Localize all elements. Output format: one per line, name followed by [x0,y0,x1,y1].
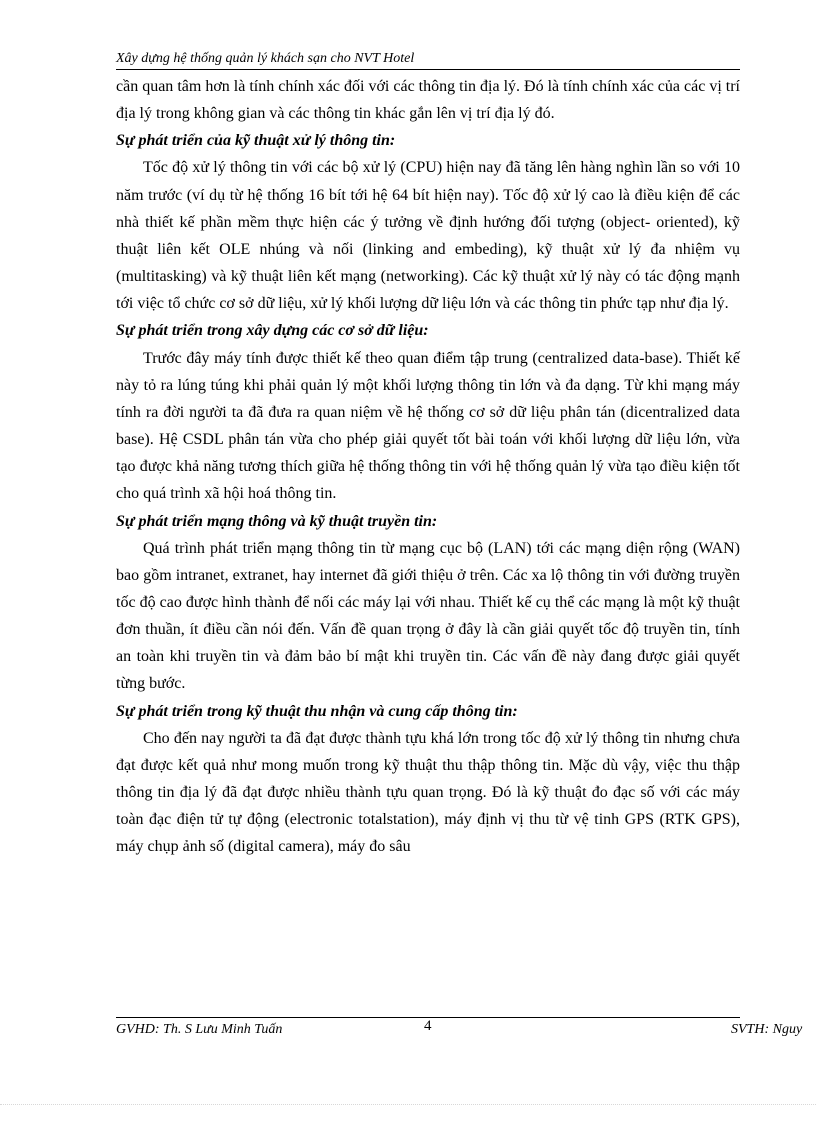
footer-student: SVTH: Nguy [731,1022,803,1037]
footer-supervisor: GVHD: Th. S Lưu Minh Tuấn [116,1022,283,1037]
page-number: 4 [424,1018,432,1034]
document-body [116,73,740,861]
section-heading-acquisition: Sự phát triển trong kỹ thuật thu nhận và cung cấp thông tin: [116,702,518,720]
section-paragraph-processing: Tốc độ xử lý thông tin với các bộ xử lý (CPU) hiện nay đã tăng lên hàng nghìn lần so với 10 năm trước (ví dụ từ hệ thống 16 bít tới hệ 64 bít hiện nay). Tốc độ xử lý cao là điều kiện để các nhà thiết kế phần mềm thực hiện các ý tưởng về định hướng đối tượng (object- oriented), kỹ thuật liên kết OLE nhúng và nối (linking and embeding), kỹ thuật xử lý đa nhiệm vụ (multitasking) và kỹ thuật liên kết mạng (networking). Các kỹ thuật xử lý này có tác động mạnh tới việc tổ chức cơ sở dữ liệu, xử lý khối lượng dữ liệu lớn và các thông tin phức tạp như địa lý. [116,159,740,313]
section-heading-networking: Sự phát triển mạng thông và kỹ thuật truyền tin: [116,512,438,530]
section-heading-processing: Sự phát triển của kỹ thuật xử lý thông tin: [116,132,396,150]
section-heading-databases: Sự phát triển trong xây dựng các cơ sở dữ liệu: [116,322,429,340]
section-paragraph-networking: Quá trình phát triển mạng thông tin từ mạng cục bộ (LAN) tới các mạng diện rộng (WAN) bao gồm intranet, extranet, hay internet đã giới thiệu ở trên. Các xa lộ thông tin với đường truyền tốc độ cao được hình thành để nối các máy lại với nhau. Thiết kế cụ thể các mạng là một kỹ thuật đơn thuần, ít điều cần nói đến. Vấn đề quan trọng ở đây là cần giải quyết tốc độ truyền tin, tính an toàn khi truyền tin và đảm bảo bí mật khi truyền tin. Các vấn đề này đang được giải quyết từng bước. [116,539,740,693]
running-header: Xây dựng hệ thống quản lý khách sạn cho NVT Hotel [116,51,415,66]
header-rule [116,69,740,70]
intro-paragraph: cần quan tâm hơn là tính chính xác đối với các thông tin địa lý. Đó là tính chính xác của các vị trí địa lý trong không gian và các thông tin khác gắn lên vị trí địa lý đó. [116,78,740,123]
page-edge-divider [0,1104,816,1105]
section-paragraph-acquisition: Cho đến nay người ta đã đạt được thành tựu khá lớn trong tốc độ xử lý thông tin nhưng chưa đạt được kết quả như mong muốn trong kỹ thuật thu thập thông tin. Mặc dù vậy, việc thu thập thông tin địa lý đã đạt được nhiều thành tựu quan trọng. Đó là kỹ thuật đo đạc số với các máy toàn đạc điện tử tự động (electronic totalstation), máy định vị thu từ vệ tinh GPS (RTK GPS), máy chụp ảnh số (digital camera), máy đo sâu [116,729,740,856]
section-paragraph-databases: Trước đây máy tính được thiết kế theo quan điểm tập trung (centralized data-base). Thiết kế này tỏ ra lúng túng khi phải quản lý một khối lượng thông tin lớn và đa dạng. Từ khi mạng máy tính ra đời người ta đã đưa ra quan niệm về hệ thống cơ sở dữ liệu phân tán (dicentralized data base). Hệ CSDL phân tán vừa cho phép giải quyết tốt bài toán với khối lượng dữ liệu lớn, vừa tạo được khả năng tương thích giữa hệ thống thông tin với hệ thống quản lý vừa tạo điều kiện tốt cho quá trình xã hội hoá thông tin. [116,349,740,503]
